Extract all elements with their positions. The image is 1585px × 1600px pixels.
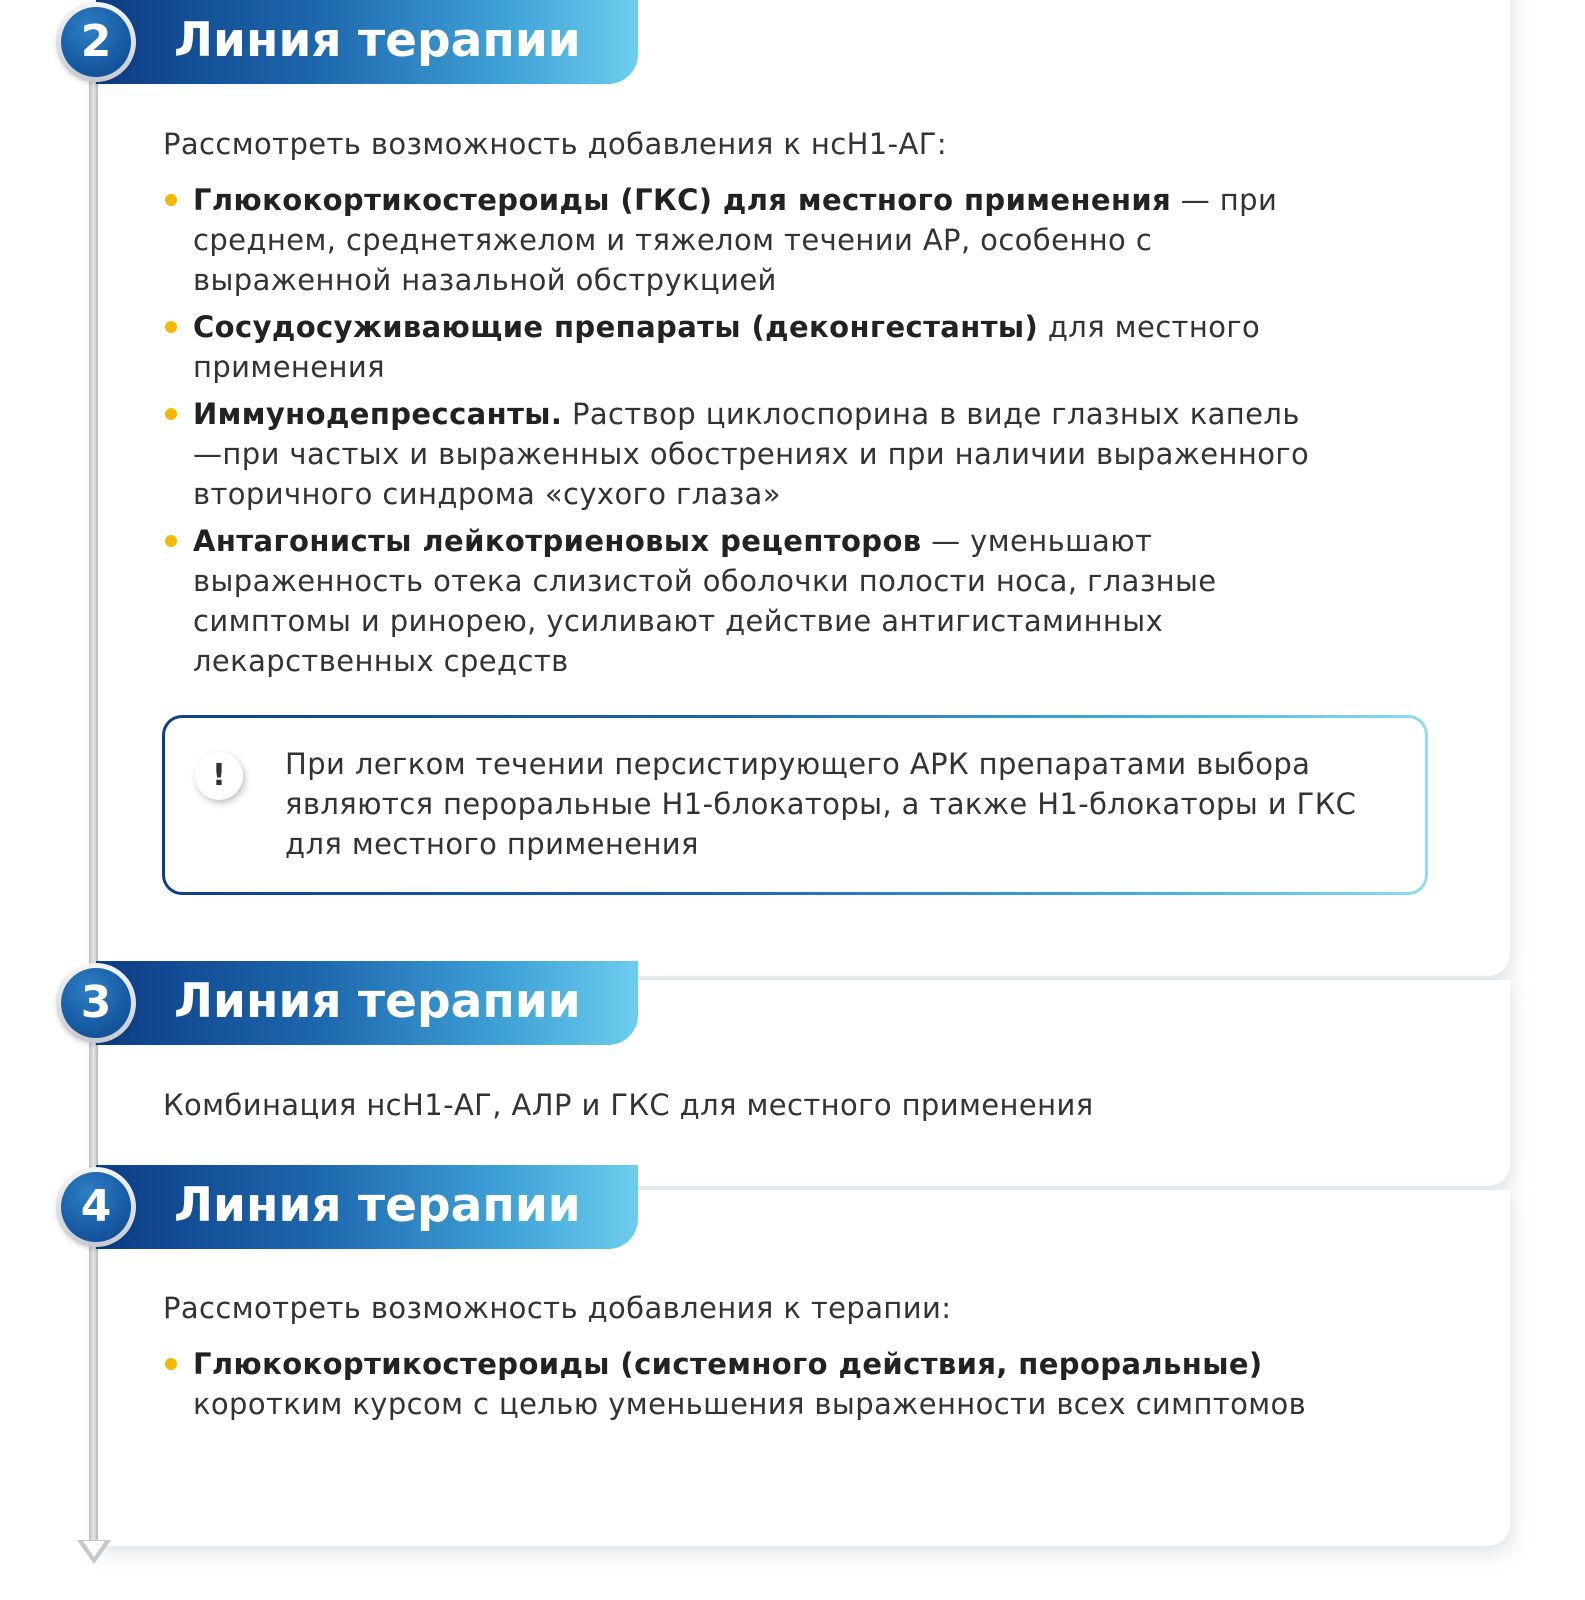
list-item-text: коротким курсом с целью уменьшения выраженности всех симптомов (193, 1387, 1307, 1421)
list-item-bold: Сосудосуживающие препараты (деконгестанты) (193, 310, 1039, 344)
therapy-line-4-title: Линия терапии (174, 1178, 581, 1233)
timeline-arrow-inner (83, 1541, 105, 1557)
exclamation-icon: ! (195, 752, 243, 800)
list-item (163, 521, 1333, 681)
list-item-bold: Глюкокортикостероиды (ГКС) для местного применения (193, 183, 1172, 217)
bullet-dot-icon (165, 194, 177, 206)
list-item-text: — при среднем, среднетяжелом и тяжелом течении АР, особенно с выраженной назальной обструкцией (193, 183, 1278, 297)
bullet-dot-icon (165, 1358, 177, 1370)
list-item-bold: Иммунодепрессанты. (193, 397, 563, 431)
therapy-line-2-title: Линия терапии (174, 13, 581, 68)
therapy-line-4-banner (96, 1165, 638, 1249)
list-item-bold: Антагонисты лейкотриеновых рецепторов (193, 524, 922, 558)
list-item-bold: Глюкокортикостероиды (системного действия, пероральные) (193, 1347, 1263, 1381)
list-item (163, 180, 1333, 300)
timeline-line (89, 40, 98, 1550)
list-item-text: Раствор циклоспорина в виде глазных капель —при частых и выраженных обострениях и при наличии выраженного вторичного синдрома «сухого глаза» (193, 397, 1310, 511)
therapy-line-4-badge (56, 1167, 136, 1247)
therapy-line-2-intro: Рассмотреть возможность добавления к нсН1-АГ: (163, 127, 948, 161)
therapy-line-4-number: 4 (61, 1172, 131, 1242)
list-item-text: — уменьшают выраженность отека слизистой оболочки полости носа, глазные симптомы и ринорею, усиливают действие антигистаминных лекарственных средств (193, 524, 1217, 678)
bullet-dot-icon (165, 535, 177, 547)
bullet-dot-icon (165, 321, 177, 333)
note-inner (165, 718, 1425, 892)
list-item (163, 307, 1333, 387)
therapy-line-2-number: 2 (61, 7, 131, 77)
therapy-line-4-list (163, 1344, 1333, 1431)
therapy-line-3-intro: Комбинация нсН1-АГ, АЛР и ГКС для местного применения (163, 1088, 1094, 1122)
list-item-text: для местного применения (193, 310, 1261, 384)
bullet-dot-icon (165, 408, 177, 420)
therapy-line-3-number: 3 (61, 968, 131, 1038)
therapy-line-2-list (163, 180, 1333, 688)
therapy-line-4-intro: Рассмотреть возможность добавления к терапии: (163, 1291, 952, 1325)
list-item (163, 394, 1333, 514)
list-item (163, 1344, 1333, 1424)
therapy-line-3-title: Линия терапии (174, 974, 581, 1029)
therapy-line-2-note (162, 715, 1428, 895)
therapy-line-3-banner (96, 961, 638, 1045)
note-text: При легком течении персистирующего АРК препаратами выбора являются пероральные Н1-блокаторы, а также Н1-блокаторы и ГКС для местного применения (285, 747, 1357, 861)
therapy-line-3-badge (56, 963, 136, 1043)
therapy-line-2-banner (96, 0, 638, 84)
therapy-line-2-badge (56, 2, 136, 82)
